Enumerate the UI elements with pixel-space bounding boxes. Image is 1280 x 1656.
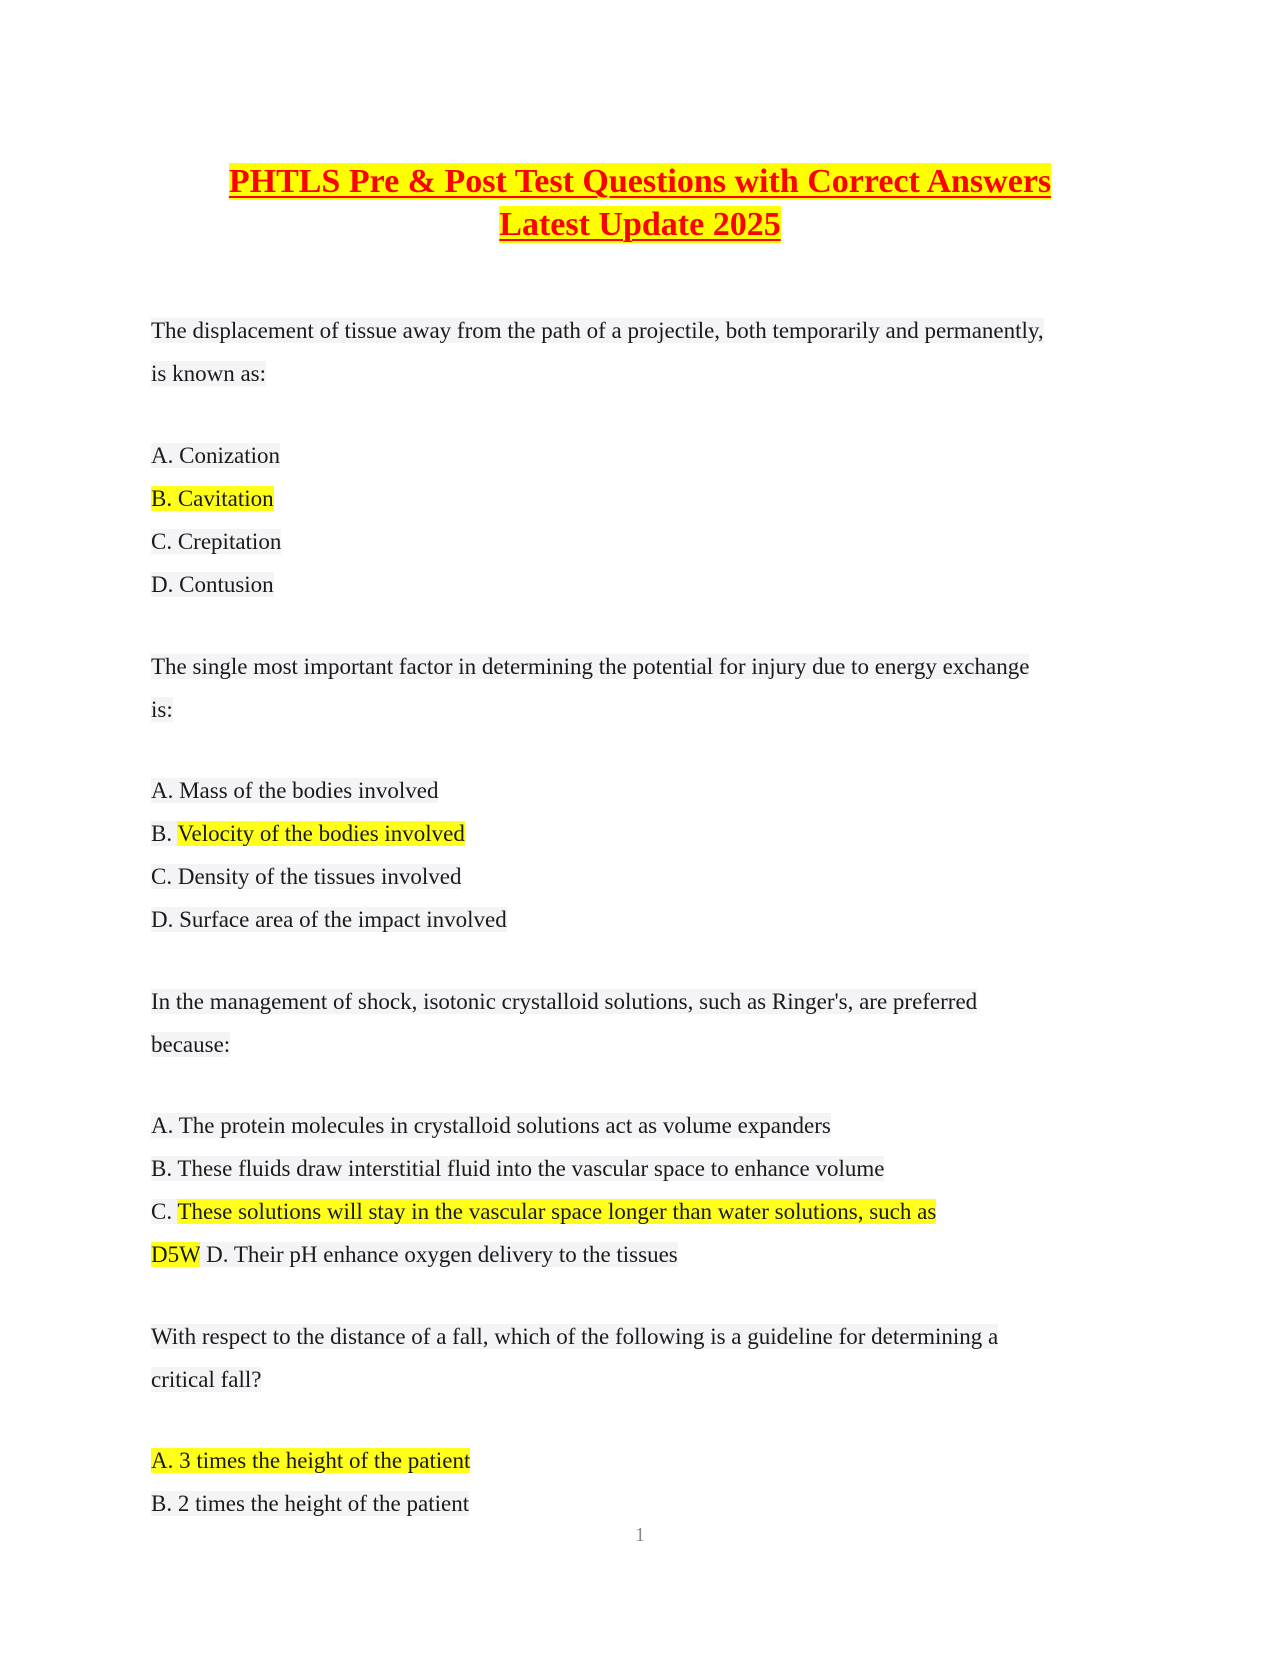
question-1-option-c: C. Crepitation [151, 529, 282, 554]
question-4-stem-line-1: With respect to the distance of a fall, which of the following is a guideline for determining a [151, 1324, 999, 1349]
question-1-option-d: D. Contusion [151, 572, 274, 597]
question-4-stem-line-2: critical fall? [151, 1367, 262, 1392]
question-2-option-b-correct: B. Velocity of the bodies involved [151, 821, 465, 846]
question-2-option-a: A. Mass of the bodies involved [151, 778, 439, 803]
question-2-stem-line-2: is: [151, 697, 173, 722]
question-1-option-a: A. Conization [151, 443, 281, 468]
question-2-stem-line-1: The single most important factor in determining the potential for injury due to energy exchange [151, 654, 1030, 679]
question-2-option-c: C. Density of the tissues involved [151, 864, 462, 889]
question-2-option-d: D. Surface area of the impact involved [151, 907, 507, 932]
question-3-option-a: A. The protein molecules in crystalloid solutions act as volume expanders [151, 1113, 831, 1138]
question-1-stem-line-2: is known as: [151, 361, 266, 386]
question-4-option-b: B. 2 times the height of the patient [151, 1491, 470, 1516]
page-number: 1 [635, 1524, 645, 1546]
question-3-option-c-correct: C. These solutions will stay in the vascular space longer than water solutions, such as [151, 1199, 937, 1224]
question-3-option-c-continued-and-d: D5W D. Their pH enhance oxygen delivery to the tissues [151, 1242, 678, 1267]
document-title-line-1: PHTLS Pre & Post Test Questions with Correct Answers [228, 163, 1052, 200]
question-3-option-b: B. These fluids draw interstitial fluid into the vascular space to enhance volume [151, 1156, 885, 1181]
question-4-option-a-correct: A. 3 times the height of the patient [151, 1448, 471, 1473]
question-3-stem-line-2: because: [151, 1032, 231, 1057]
question-1-option-b-correct: B. Cavitation [151, 486, 274, 511]
question-1-stem-line-1: The displacement of tissue away from the path of a projectile, both temporarily and permanently, [151, 318, 1044, 343]
document-title-line-2: Latest Update 2025 [499, 206, 781, 243]
question-3-stem-line-1: In the management of shock, isotonic crystalloid solutions, such as Ringer's, are preferred [151, 989, 978, 1014]
